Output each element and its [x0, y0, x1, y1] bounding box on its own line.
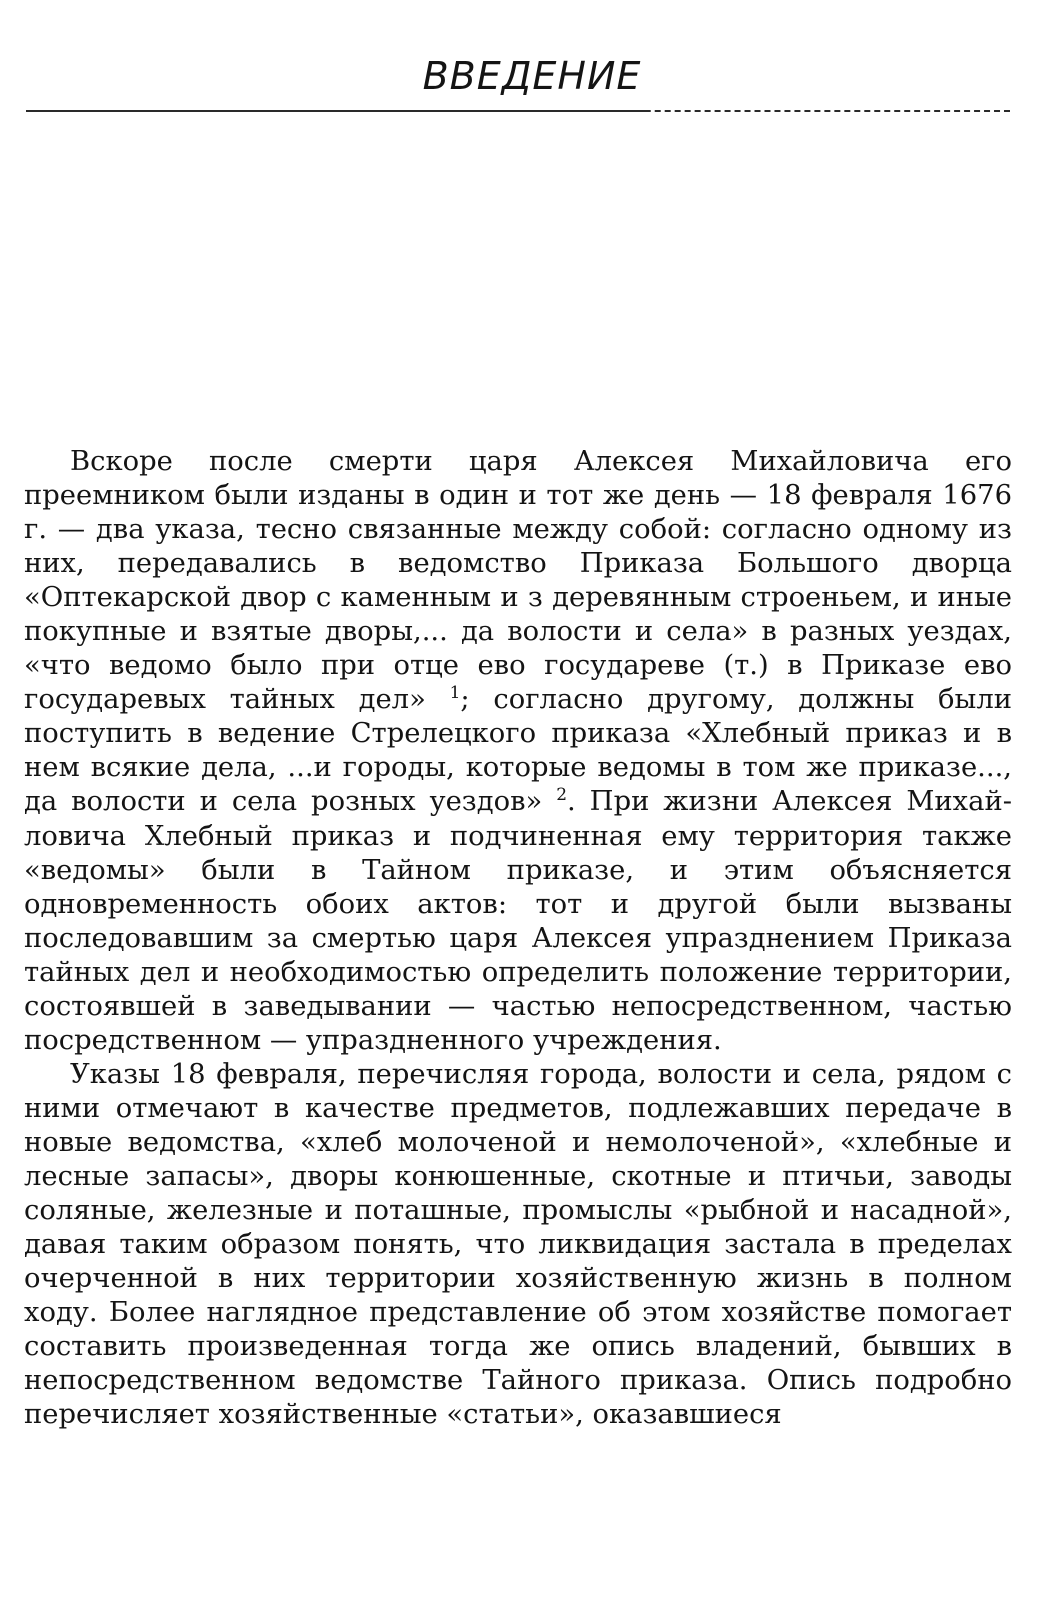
- paragraph-2: [24, 1058, 1012, 1433]
- footnote-marker: 2: [556, 785, 568, 806]
- paragraph-text: Вскоре после смерти царя Алексея Михайловича его преемником были изданы в один и тот же день — 18 февраля 1676 г. — два указа, тесно связанные между собой: согласно одному из них, передавались в ведомство Приказа Большого дворца «Оптекарской двор с каменным и з деревянным строеньем, и иные покупные и взятые дворы,... да волости и села» в разных уездах, «что ведомо было при отце ево государеве (т.) в Приказе ево государевых тайных дел»: [24, 446, 1012, 716]
- body-text: [24, 445, 1012, 1432]
- title-rule: [26, 110, 646, 112]
- paragraph-text: . При жизни Алексея Михайловича Хлебный приказ и подчиненная ему территория также «ведомы» были в Тайном приказе, и этим объясняется одновременность обоих актов: тот и другой были вызваны последовавшим за смертью царя Алексея упразднением Приказа тайных дел и необходимостью определить положение территории, состоявшей в заведывании — частью непосредственном, частью посредственном — упраздненного учреждения.: [24, 786, 1012, 1056]
- chapter-title: ВВЕДЕНИЕ: [422, 54, 642, 98]
- paragraph-1: [24, 445, 1012, 1058]
- footnote-marker: 1: [449, 683, 461, 704]
- paragraph-text: Указы 18 февраля, перечисляя города, волости и села, рядом с ними отмечают в качестве предметов, подлежавших передаче в новые ведомства, «хлеб молоченой и немолоченой», «хлебные и лесные запасы», дворы конюшенные, скотные и птичьи, заводы соляные, железные и поташные, промыслы «рыбной и насадной», давая таким образом понять, что ликвидация застала в пределах очерченной в них территории хозяйственную жизнь в полном ходу. Более наглядное представление об этом хозяйстве помогает составить произведенная тогда же опись владений, бывших в непосредственном ведомстве Тайного приказа. Опись подробно перечисляет хозяйственные «статьи», оказавшиеся: [24, 1058, 1012, 1431]
- paragraph-text: ; согласно другому, должны были поступить в ведение Стрелецкого приказа «Хлебный приказ и в нем всякие дела, ...и городы, которые ведомы в том же приказе..., да волости и села розных уездов»: [24, 684, 1012, 818]
